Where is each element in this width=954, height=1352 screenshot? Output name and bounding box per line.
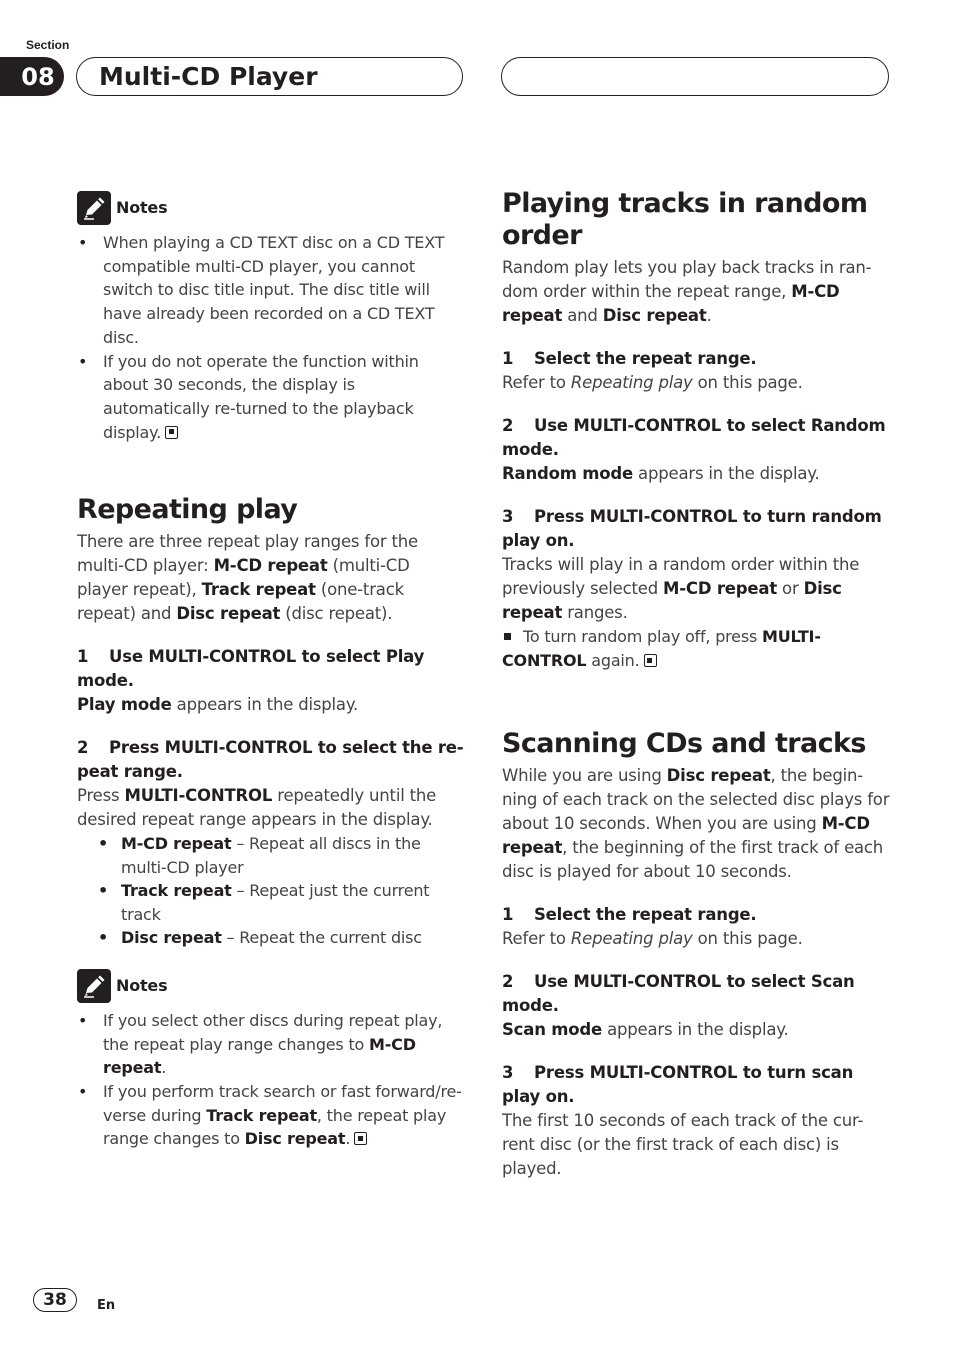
step-heading: 2 Use MULTI-CONTROL to select Scan mode.: [502, 972, 855, 1015]
pencil-icon: [77, 969, 111, 1003]
section-label: Section: [26, 38, 70, 52]
notes-label: Notes: [116, 975, 168, 995]
notes-list: [77, 231, 465, 444]
notes-label: Notes: [116, 198, 168, 217]
pencil-icon: [77, 191, 111, 225]
step-heading: 2 Use MULTI-CONTROL to select Random mode.: [502, 416, 886, 459]
section-heading-repeating: Repeating play: [77, 494, 298, 526]
list-item: • Disc repeat – Repeat the current disc: [121, 926, 465, 950]
header-empty-box: [501, 57, 889, 96]
list-item: • Track repeat – Repeat just the current track: [121, 879, 465, 926]
notes-list: [77, 1009, 465, 1151]
step-body: Refer to Repeating play on this page.: [502, 373, 803, 392]
step-heading: 1 Select the repeat range.: [502, 349, 757, 368]
note-item: • When playing a CD TEXT disc on a CD TEXT compatible multi-CD player, you cannot switch to disc title input. The disc title will have already been recorded on a CD TEXT disc.: [77, 231, 465, 350]
square-bullet-icon: [504, 633, 511, 640]
step-heading: 3 Press MULTI-CONTROL to turn random play on.: [502, 507, 882, 550]
step-heading: 3 Press MULTI-CONTROL to turn scan play on.: [502, 1063, 854, 1106]
step-heading: 1 Select the repeat range.: [502, 905, 757, 924]
step-body: Tracks will play in a random order within the previously selected M-CD repeat or Disc repeat ranges.: [502, 555, 860, 622]
section-heading-scanning: Scanning CDs and tracks: [502, 728, 866, 759]
section-heading-random: Playing tracks in random order: [502, 188, 868, 251]
left-column: [77, 190, 465, 1151]
end-mark-icon: [644, 654, 657, 667]
random-intro: Random play lets you play back tracks in ran-dom order within the repeat range, M-CD repeat and Disc repeat.: [502, 258, 872, 325]
notes-header: [77, 190, 465, 226]
note-item: • If you select other discs during repeat play, the repeat play range changes to M-CD repeat.: [77, 1009, 465, 1080]
step-heading: 2 Press MULTI-CONTROL to select the re-peat range.: [77, 738, 464, 782]
note-item: • If you do not operate the function within about 30 seconds, the display is automatically re-turned to the playback display.: [77, 350, 465, 445]
step-body: Scan mode appears in the display.: [502, 1020, 789, 1039]
page-number: 38: [33, 1288, 77, 1312]
step-body: Play mode appears in the display.: [77, 695, 359, 715]
list-item: • M-CD repeat – Repeat all discs in the multi-CD player: [121, 832, 465, 879]
chapter-title: Multi-CD Player: [76, 57, 463, 96]
step-body: Press MULTI-CONTROL repeatedly until the desired repeat range appears in the display.: [77, 786, 437, 830]
repeat-range-list: [77, 832, 465, 950]
step-body: The first 10 seconds of each track of the cur-rent disc (or the first track of each disc) is played.: [502, 1111, 864, 1178]
step-body: Random mode appears in the display.: [502, 464, 820, 483]
section-number-badge: 08: [0, 57, 64, 96]
step-body: Refer to Repeating play on this page.: [502, 929, 803, 948]
scanning-intro: While you are using Disc repeat, the begin-ning of each track on the selected disc plays for about 10 seconds. When you are using M-CD repeat, the beginning of the first track of each disc is played for about 10 seconds.: [502, 766, 890, 881]
right-column: [502, 188, 890, 1181]
random-off-tip: To turn random play off, press MULTI-CONTROL again.: [502, 627, 821, 670]
language-code: En: [97, 1298, 116, 1313]
note-item: • If you perform track search or fast forward/re-verse during Track repeat, the repeat play range changes to Disc repeat.: [77, 1080, 465, 1151]
notes-header: [77, 968, 465, 1004]
step-heading: 1 Use MULTI-CONTROL to select Play mode.: [77, 647, 425, 691]
end-mark-icon: [165, 426, 178, 439]
end-mark-icon: [354, 1132, 367, 1145]
repeating-intro: There are three repeat play ranges for the multi-CD player: M-CD repeat (multi-CD player repeat), Track repeat (one-track repeat) and Disc repeat (disc repeat).: [77, 532, 418, 624]
